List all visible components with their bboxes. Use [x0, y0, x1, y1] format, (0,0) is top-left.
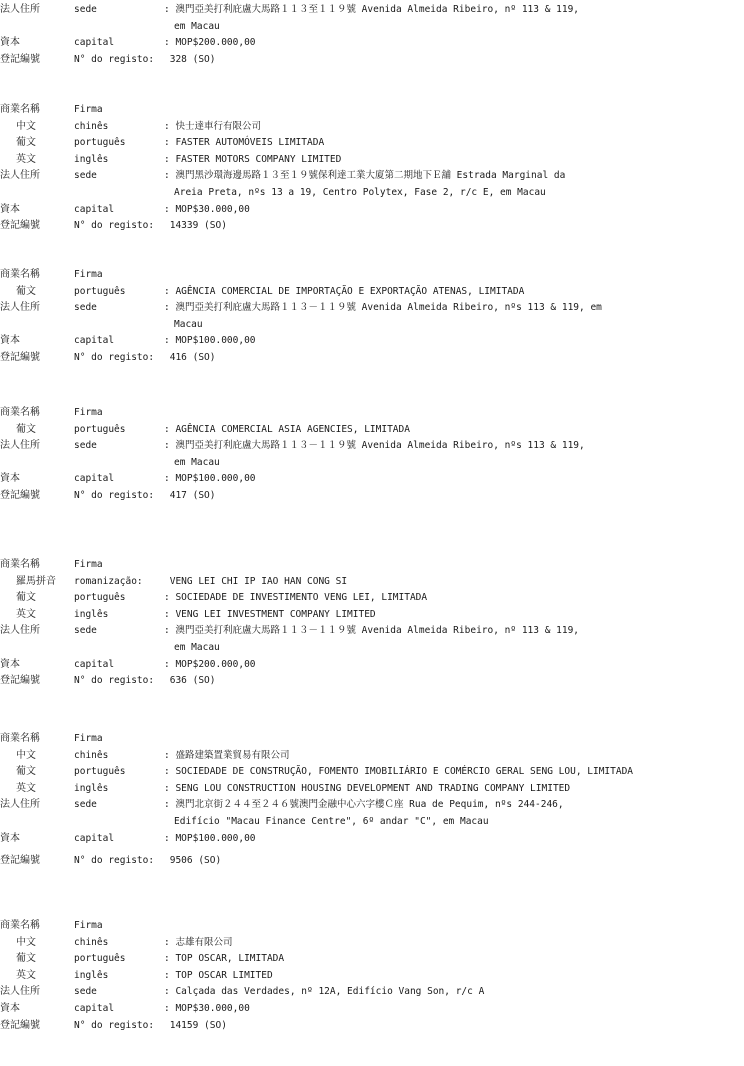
- field-label-chinese: 資本: [0, 335, 20, 347]
- field-value-block: [164, 35, 709, 52]
- registry-row: [0, 748, 744, 765]
- field-label-chinese: 登記編號: [0, 675, 40, 687]
- field-value: 快士達車行有限公司: [175, 120, 261, 132]
- field-value-block: [164, 152, 709, 169]
- registry-row: [0, 119, 744, 136]
- field-label-portuguese: português: [74, 953, 126, 965]
- field-value-block: [164, 623, 709, 656]
- registry-row: [0, 781, 744, 798]
- field-label-portuguese: Firma: [74, 733, 103, 744]
- field-label-chinese: 商業名稱: [0, 104, 40, 115]
- field-label-chinese: 中文: [16, 120, 36, 132]
- registry-row: [0, 557, 744, 574]
- registry-row: [0, 333, 744, 350]
- registry-row: [0, 853, 744, 870]
- field-label-portuguese: inglês: [74, 608, 109, 620]
- field-separator: :: [164, 782, 176, 794]
- registry-row: [0, 135, 744, 152]
- field-separator: :: [164, 153, 176, 165]
- field-value-block: [164, 574, 709, 591]
- field-label-portuguese: Firma: [74, 920, 103, 931]
- registry-entry: [0, 102, 744, 235]
- field-label-portuguese: N° do registo:: [74, 351, 155, 363]
- field-value: TOP OSCAR, LIMITADA: [175, 953, 285, 965]
- field-value-continuation: Macau: [174, 318, 203, 330]
- registry-entry: [0, 267, 744, 367]
- field-value-continuation: em Macau: [174, 20, 220, 32]
- field-value: SENG LOU CONSTRUCTION HOUSING DEVELOPMENT AND TRADING COMPANY LIMITED: [175, 782, 571, 794]
- field-label-portuguese: inglês: [74, 969, 109, 981]
- field-label-chinese: 資本: [0, 832, 20, 844]
- field-value-block: [164, 781, 709, 798]
- registry-row: [0, 607, 744, 624]
- registry-row: [0, 764, 744, 781]
- field-value-block: [164, 350, 709, 367]
- field-label-chinese: 法人住所: [0, 302, 40, 314]
- field-value-block: [164, 471, 709, 488]
- field-value-block: [164, 935, 709, 952]
- field-value-block: [164, 590, 709, 607]
- registry-entry: [0, 405, 744, 505]
- registry-row: [0, 152, 744, 169]
- field-label-chinese: 商業名稱: [0, 733, 40, 744]
- field-label-portuguese: sede: [74, 986, 97, 998]
- field-label-chinese: 法人住所: [0, 170, 40, 182]
- field-label-chinese: 葡文: [16, 592, 36, 604]
- field-label-portuguese: N° do registo:: [74, 489, 155, 501]
- registry-row: [0, 102, 744, 119]
- field-value-block: [164, 968, 709, 985]
- field-value: SOCIEDADE DE INVESTIMENTO VENG LEI, LIMITADA: [175, 592, 428, 604]
- field-label-chinese: 資本: [0, 37, 20, 49]
- field-label-portuguese: sede: [74, 170, 97, 182]
- registry-row: [0, 488, 744, 505]
- field-label-portuguese: sede: [74, 4, 97, 15]
- field-label-portuguese: português: [74, 137, 126, 149]
- field-value-block: [164, 1001, 709, 1018]
- registry-row: [0, 918, 744, 935]
- registry-row: [0, 168, 744, 201]
- field-value-block: [164, 764, 709, 781]
- field-value: 328 (SO): [169, 53, 216, 65]
- field-separator: :: [164, 120, 176, 132]
- field-label-portuguese: inglês: [74, 153, 109, 165]
- registry-row: [0, 471, 744, 488]
- registry-row: [0, 284, 744, 301]
- field-value-block: [164, 853, 709, 870]
- field-separator: :: [164, 592, 176, 604]
- registry-entry: [0, 731, 744, 870]
- field-value-continuation: em Macau: [174, 641, 220, 653]
- field-value-block: [164, 951, 709, 968]
- field-separator: :: [164, 302, 176, 314]
- field-label-portuguese: capital: [74, 203, 115, 215]
- field-separator: :: [164, 953, 176, 965]
- field-value: TOP OSCAR LIMITED: [175, 969, 273, 981]
- field-separator: :: [164, 969, 176, 981]
- registry-row: [0, 202, 744, 219]
- field-value: 志雄有限公司: [175, 936, 233, 948]
- field-label-portuguese: capital: [74, 658, 115, 670]
- field-value-continuation: em Macau: [174, 456, 220, 468]
- field-label-portuguese: sede: [74, 625, 97, 637]
- registry-row: [0, 300, 744, 333]
- field-value-block: [164, 52, 709, 69]
- field-label-chinese: 葡文: [16, 423, 36, 435]
- field-label-chinese: 資本: [0, 473, 20, 485]
- field-label-portuguese: N° do registo:: [74, 53, 155, 65]
- registry-row: [0, 831, 744, 848]
- field-label-chinese: 登記編號: [0, 489, 40, 501]
- field-separator: :: [164, 658, 176, 670]
- field-value-block: [164, 831, 709, 848]
- field-label-portuguese: capital: [74, 832, 115, 844]
- field-label-portuguese: romanização:: [74, 575, 143, 587]
- field-separator: :: [164, 936, 176, 948]
- registry-row: [0, 968, 744, 985]
- field-label-chinese: 商業名稱: [0, 407, 40, 418]
- field-label-chinese: 英文: [16, 782, 36, 794]
- field-value: 盛路建築置業貿易有限公司: [175, 749, 290, 761]
- field-label-chinese: 商業名稱: [0, 559, 40, 570]
- registry-row: [0, 657, 744, 674]
- field-value-block: [164, 422, 709, 439]
- registry-row: [0, 673, 744, 690]
- registry-row: [0, 218, 744, 235]
- field-label-chinese: 葡文: [16, 766, 36, 778]
- field-label-chinese: 登記編號: [0, 351, 40, 363]
- field-value: VENG LEI INVESTMENT COMPANY LIMITED: [175, 608, 376, 620]
- field-value: Calçada das Verdades, nº 12A, Edifício Vang Son, r/c A: [175, 986, 485, 998]
- field-label-portuguese: capital: [74, 37, 115, 49]
- field-value: FASTER MOTORS COMPANY LIMITED: [175, 153, 342, 165]
- field-label-chinese: 葡文: [16, 285, 36, 297]
- field-value: 14339 (SO): [169, 220, 227, 232]
- field-label-portuguese: N° do registo:: [74, 220, 155, 232]
- field-value: 9506 (SO): [169, 855, 222, 867]
- field-label-portuguese: Firma: [74, 104, 103, 115]
- field-value-continuation: Edifício "Macau Finance Centre", 6º andar "C", em Macau: [174, 815, 489, 827]
- registry-row: [0, 984, 744, 1001]
- registry-entry: [0, 2, 744, 68]
- field-separator: :: [164, 285, 176, 297]
- field-label-chinese: 登記編號: [0, 855, 40, 867]
- registry-row: [0, 2, 744, 35]
- field-label-portuguese: chinês: [74, 749, 109, 761]
- field-separator: :: [164, 170, 176, 182]
- field-label-portuguese: capital: [74, 335, 115, 347]
- field-value-block: [164, 1018, 709, 1035]
- field-value: 澳門黑沙環海邊馬路１３至１９號保利達工業大廈第二期地下Ｅ舖 Estrada Marginal da: [175, 170, 566, 182]
- field-separator: :: [164, 625, 176, 637]
- field-label-chinese: 葡文: [16, 953, 36, 965]
- field-label-portuguese: sede: [74, 302, 97, 314]
- field-label-portuguese: capital: [74, 473, 115, 485]
- field-value-block: [164, 333, 709, 350]
- field-value: MOP$200.000,00: [175, 658, 256, 670]
- field-value: 澳門亞美打利庇盧大馬路１１３－１１９號 Avenida Almeida Ribeiro, nºs 113 & 119, em: [175, 302, 602, 314]
- field-separator: :: [164, 608, 176, 620]
- registry-row: [0, 52, 744, 69]
- field-separator: :: [164, 832, 176, 844]
- field-label-portuguese: inglês: [74, 782, 109, 794]
- field-label-chinese: 中文: [16, 936, 36, 948]
- field-label-portuguese: sede: [74, 799, 97, 811]
- field-label-portuguese: capital: [74, 1002, 115, 1014]
- registry-row: [0, 590, 744, 607]
- field-value-block: [164, 202, 709, 219]
- field-separator: :: [164, 37, 176, 49]
- field-value-block: [164, 607, 709, 624]
- field-label-chinese: 資本: [0, 1002, 20, 1014]
- field-value: 澳門北京街２４４至２４６號澳門金融中心六字樓Ｃ座 Rua de Pequim, nºs 244-246,: [175, 799, 564, 811]
- registry-row: [0, 1001, 744, 1018]
- field-separator: :: [164, 749, 176, 761]
- field-label-chinese: 中文: [16, 749, 36, 761]
- field-value: 澳門亞美打利庇盧大馬路１１３－１１９號 Avenida Almeida Ribeiro, nº 113 & 119,: [175, 625, 580, 637]
- field-separator: :: [164, 766, 176, 778]
- field-separator: :: [164, 4, 176, 15]
- field-label-chinese: 資本: [0, 658, 20, 670]
- registry-row: [0, 1018, 744, 1035]
- field-separator: :: [164, 203, 176, 215]
- field-value-block: [164, 748, 709, 765]
- field-value: AGÊNCIA COMERCIAL DE IMPORTAÇÃO E EXPORTAÇÃO ATENAS, LIMITADA: [175, 285, 525, 297]
- field-label-chinese: 羅馬拼音: [16, 575, 56, 587]
- field-value: AGÊNCIA COMERCIAL ASIA AGENCIES, LIMITADA: [175, 423, 410, 435]
- field-label-chinese: 商業名稱: [0, 269, 40, 280]
- field-label-portuguese: Firma: [74, 559, 103, 570]
- registry-row: [0, 951, 744, 968]
- field-label-portuguese: português: [74, 285, 126, 297]
- registry-row: [0, 422, 744, 439]
- field-value-block: [164, 168, 709, 201]
- field-value-block: [164, 2, 709, 35]
- field-separator: :: [164, 1002, 176, 1014]
- field-label-chinese: 法人住所: [0, 986, 40, 998]
- field-value: MOP$30.000,00: [175, 203, 250, 215]
- registry-row: [0, 623, 744, 656]
- field-value: 澳門亞美打利庇盧大馬路１１３至１１９號 Avenida Almeida Ribeiro, nº 113 & 119,: [175, 4, 580, 15]
- field-value-block: [164, 657, 709, 674]
- field-value: SOCIEDADE DE CONSTRUÇÃO, FOMENTO IMOBILIÁRIO E COMÉRCIO GERAL SENG LOU, LIMITADA: [175, 766, 634, 778]
- field-value: 636 (SO): [169, 675, 216, 687]
- registry-row: [0, 350, 744, 367]
- field-label-chinese: 英文: [16, 969, 36, 981]
- registry-entry: [0, 918, 744, 1034]
- field-value: FASTER AUTOMÓVEIS LIMITADA: [175, 137, 325, 149]
- field-label-portuguese: português: [74, 592, 126, 604]
- field-separator: :: [164, 423, 176, 435]
- field-value: 澳門亞美打利庇盧大馬路１１３－１１９號 Avenida Almeida Ribeiro, nºs 113 & 119,: [175, 440, 585, 452]
- registry-row: [0, 797, 744, 830]
- registry-row: [0, 35, 744, 52]
- registry-row: [0, 405, 744, 422]
- field-value-block: [164, 218, 709, 235]
- field-label-chinese: 葡文: [16, 137, 36, 149]
- field-separator: :: [164, 440, 176, 452]
- field-label-chinese: 法人住所: [0, 4, 40, 15]
- field-value: 417 (SO): [169, 489, 216, 501]
- field-separator: :: [164, 335, 176, 347]
- field-value-block: [164, 673, 709, 690]
- field-label-chinese: 登記編號: [0, 1019, 40, 1031]
- field-separator: :: [164, 799, 176, 811]
- field-value-block: [164, 119, 709, 136]
- registry-row: [0, 267, 744, 284]
- field-label-chinese: 英文: [16, 153, 36, 165]
- field-label-portuguese: Firma: [74, 407, 103, 418]
- field-value: VENG LEI CHI IP IAO HAN CONG SI: [169, 575, 348, 587]
- field-separator: :: [164, 137, 176, 149]
- field-label-portuguese: chinês: [74, 936, 109, 948]
- field-value: MOP$200.000,00: [175, 37, 256, 49]
- registry-row: [0, 438, 744, 471]
- field-label-portuguese: português: [74, 766, 126, 778]
- field-value-block: [164, 300, 709, 333]
- field-value-block: [164, 438, 709, 471]
- field-value-block: [164, 135, 709, 152]
- field-separator: :: [164, 473, 176, 485]
- field-value-block: [164, 984, 709, 1001]
- field-value-continuation: Areia Preta, nºs 13 a 19, Centro Polytex, Fase 2, r/c E, em Macau: [174, 186, 546, 198]
- field-value: 14159 (SO): [169, 1019, 227, 1031]
- field-value: MOP$30.000,00: [175, 1002, 250, 1014]
- field-value: 416 (SO): [169, 351, 216, 363]
- registry-row: [0, 731, 744, 748]
- field-label-chinese: 法人住所: [0, 799, 40, 811]
- field-label-chinese: 法人住所: [0, 440, 40, 452]
- field-value-block: [164, 488, 709, 505]
- field-value: MOP$100.000,00: [175, 473, 256, 485]
- field-value-block: [164, 284, 709, 301]
- field-label-chinese: 法人住所: [0, 625, 40, 637]
- registry-row: [0, 574, 744, 591]
- field-label-portuguese: chinês: [74, 120, 109, 132]
- field-label-portuguese: português: [74, 423, 126, 435]
- field-label-portuguese: N° do registo:: [74, 1019, 155, 1031]
- field-label-chinese: 商業名稱: [0, 920, 40, 931]
- field-label-portuguese: Firma: [74, 269, 103, 280]
- field-label-chinese: 英文: [16, 608, 36, 620]
- registry-row: [0, 935, 744, 952]
- field-label-chinese: 登記編號: [0, 53, 40, 65]
- registry-entry: [0, 557, 744, 690]
- field-separator: :: [164, 986, 176, 998]
- field-value: MOP$100.000,00: [175, 832, 256, 844]
- field-value: MOP$100.000,00: [175, 335, 256, 347]
- field-label-portuguese: N° do registo:: [74, 855, 155, 867]
- field-label-portuguese: N° do registo:: [74, 675, 155, 687]
- field-label-portuguese: sede: [74, 440, 97, 452]
- field-label-chinese: 資本: [0, 203, 20, 215]
- field-label-chinese: 登記編號: [0, 220, 40, 232]
- field-value-block: [164, 797, 709, 830]
